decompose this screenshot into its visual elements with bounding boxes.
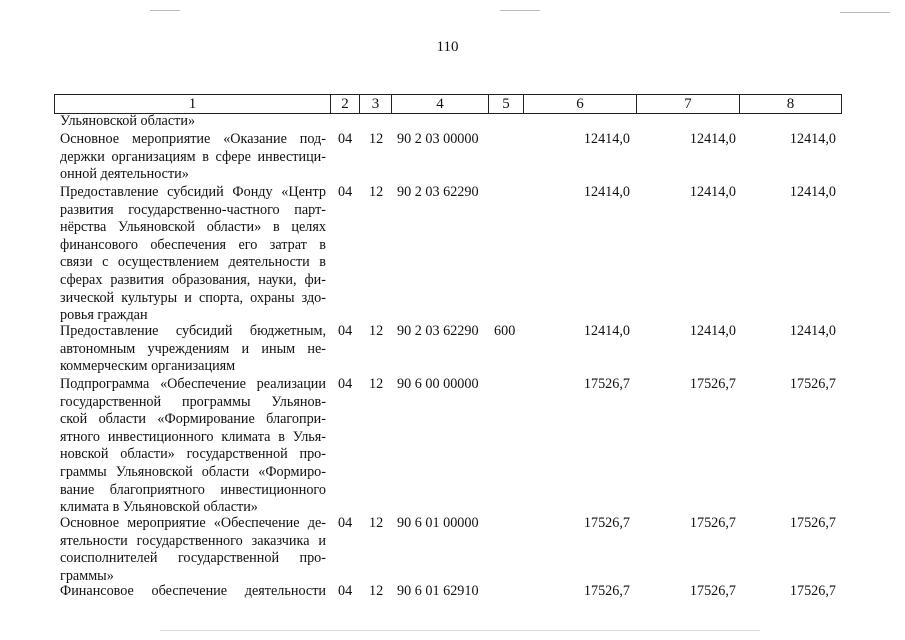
desc-line: новской области» государственной про- (60, 446, 326, 463)
desc-line: зической культуры и спорта, охраны здо- (60, 289, 326, 306)
amount-col-6: 12414,0 (583, 131, 630, 147)
subsection-code: 12 (369, 184, 384, 200)
amount-col-6: 12414,0 (583, 323, 630, 339)
desc-line: развития государственно-частного парт- (60, 201, 326, 218)
desc-line: связи с осуществлением деятельности в (60, 254, 326, 271)
desc-line: граммы Ульяновской области «Формиро- (60, 463, 326, 480)
subsection-code: 12 (369, 376, 384, 392)
subsection-code: 12 (369, 131, 384, 147)
amount-col-8: 12414,0 (789, 323, 836, 339)
row-description (60, 583, 326, 601)
header-col-7: 7 (636, 94, 740, 114)
expense-type-code: 600 (494, 323, 516, 339)
amount-col-8: 17526,7 (789, 583, 836, 599)
desc-line: Основное мероприятие «Оказание под- (60, 131, 326, 147)
header-col-4: 4 (391, 94, 489, 114)
desc-line: нёрства Ульяновской области» в целях (60, 219, 326, 236)
amount-col-7: 17526,7 (689, 583, 736, 599)
subsection-code: 12 (369, 583, 384, 599)
amount-col-7: 17526,7 (689, 515, 736, 531)
desc-line: Подпрограмма «Обеспечение реализации (60, 376, 326, 392)
section-code: 04 (338, 583, 353, 599)
desc-line: ятного инвестиционного климата в Улья- (60, 428, 326, 445)
section-code: 04 (338, 323, 353, 339)
amount-col-8: 12414,0 (789, 184, 836, 200)
amount-col-7: 12414,0 (689, 323, 736, 339)
desc-line: автономным учреждениям и иным не- (60, 340, 326, 357)
amount-col-7: 17526,7 (689, 376, 736, 392)
desc-line: соисполнителей государственной про- (60, 550, 326, 567)
header-col-3: 3 (359, 94, 392, 114)
section-code: 04 (338, 515, 353, 531)
amount-col-8: 17526,7 (789, 515, 836, 531)
amount-col-6: 17526,7 (583, 376, 630, 392)
continuation-text: Ульяновской области» (60, 113, 196, 129)
target-article-code: 90 6 01 62910 (397, 583, 479, 599)
amount-col-8: 12414,0 (789, 131, 836, 147)
desc-line: финансового обеспечения его затрат в (60, 236, 326, 253)
table-header (55, 94, 841, 114)
header-col-2: 2 (330, 94, 360, 114)
row-description (60, 184, 326, 325)
desc-line: Предоставление субсидий Фонду «Центр (60, 184, 326, 200)
desc-line: держки организациям в сфере инвестици- (60, 148, 326, 165)
target-article-code: 90 6 00 00000 (397, 376, 479, 392)
desc-line: Основное мероприятие «Обеспечение де- (60, 515, 326, 531)
desc-line: Предоставление субсидий бюджетным, (60, 323, 326, 339)
section-code: 04 (338, 376, 353, 392)
header-col-8: 8 (739, 94, 842, 114)
amount-col-8: 17526,7 (789, 376, 836, 392)
amount-col-6: 12414,0 (583, 184, 630, 200)
desc-line: ской области «Формирование благопри- (60, 411, 326, 428)
subsection-code: 12 (369, 323, 384, 339)
desc-line: граммы» (60, 567, 114, 584)
desc-line: ятельности государственного заказчика и (60, 532, 326, 549)
header-col-5: 5 (488, 94, 524, 114)
header-col-1: 1 (54, 94, 331, 114)
amount-col-6: 17526,7 (583, 515, 630, 531)
desc-line: коммерческим организациям (60, 358, 236, 375)
desc-line: климата в Ульяновской области» (60, 499, 258, 516)
desc-line: государственной программы Ульянов- (60, 393, 326, 410)
row-description (60, 131, 326, 184)
target-article-code: 90 6 01 00000 (397, 515, 479, 531)
amount-col-7: 12414,0 (689, 184, 736, 200)
target-article-code: 90 2 03 00000 (397, 131, 479, 147)
amount-col-7: 12414,0 (689, 131, 736, 147)
amount-col-6: 17526,7 (583, 583, 630, 599)
subsection-code: 12 (369, 515, 384, 531)
section-code: 04 (338, 184, 353, 200)
desc-line: Финансовое обеспечение деятельности (60, 583, 326, 599)
row-description (60, 323, 326, 376)
row-description (60, 376, 326, 517)
desc-line: онной деятельности» (60, 166, 189, 183)
page-number: 110 (436, 39, 459, 55)
header-col-6: 6 (523, 94, 637, 114)
section-code: 04 (338, 131, 353, 147)
target-article-code: 90 2 03 62290 (397, 184, 479, 200)
row-description (60, 515, 326, 585)
target-article-code: 90 2 03 62290 (397, 323, 479, 339)
desc-line: сферах развития образования, науки, фи- (60, 271, 326, 288)
desc-line: ровья граждан (60, 307, 148, 324)
desc-line: вание благоприятного инвестиционного (60, 481, 326, 498)
